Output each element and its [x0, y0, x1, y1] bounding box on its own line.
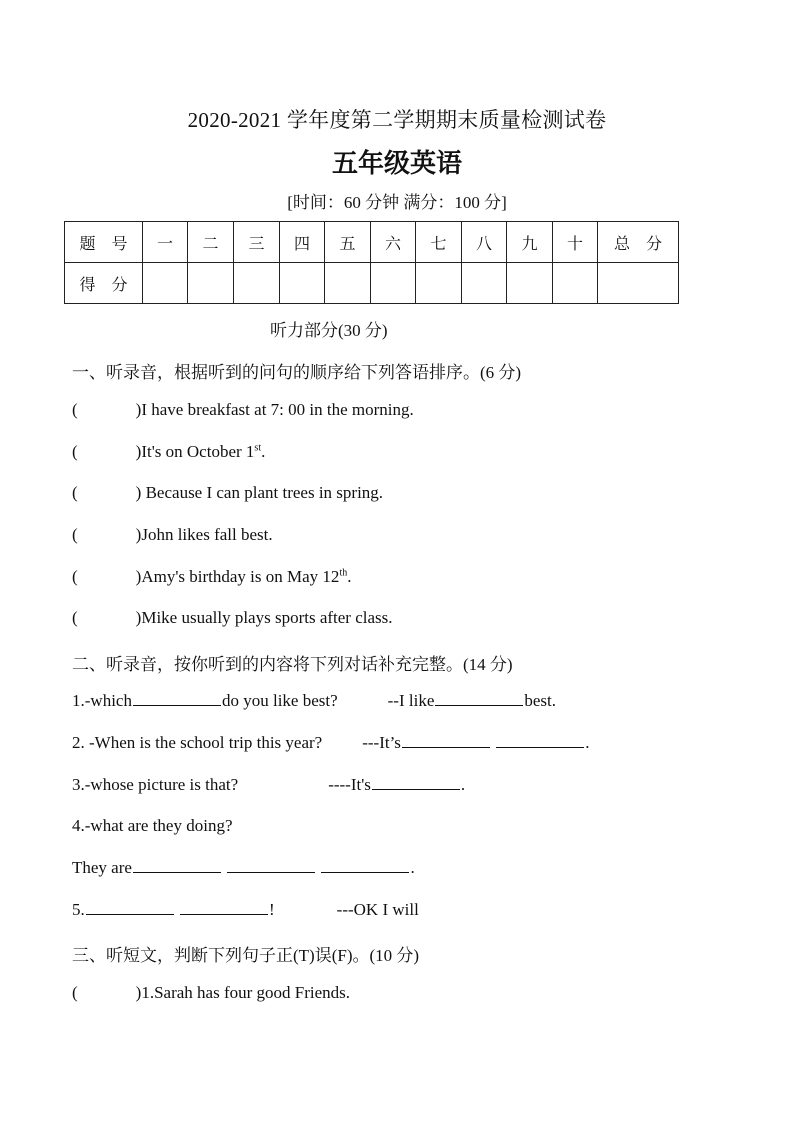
answer-blank[interactable]: [227, 858, 315, 873]
question-4: 4.-what are they doing?: [72, 816, 233, 835]
question-2: 2. -When is the school trip this year? ---It’s .: [72, 733, 590, 752]
answer-blank[interactable]: [180, 900, 268, 915]
list-item[interactable]: ( )Amy's birthday is on May 12th.: [72, 567, 352, 586]
answer-blank[interactable]: [496, 733, 584, 748]
score-cell[interactable]: [143, 263, 188, 304]
answer-blank[interactable]: [133, 691, 221, 706]
list-item[interactable]: ( ) Because I can plant trees in spring.: [72, 483, 384, 502]
answer-blank[interactable]: [435, 691, 523, 706]
score-header-cell: 九: [507, 222, 553, 263]
score-cell[interactable]: [462, 263, 507, 304]
score-cell[interactable]: [234, 263, 280, 304]
score-header-row: [65, 222, 679, 263]
score-cell[interactable]: [325, 263, 371, 304]
score-row-label: 得 分: [65, 263, 143, 304]
score-cell[interactable]: [553, 263, 598, 304]
score-cell[interactable]: [371, 263, 416, 304]
score-header-cell: 六: [371, 222, 416, 263]
score-cell[interactable]: [280, 263, 325, 304]
list-item[interactable]: ( )I have breakfast at 7: 00 in the morning.: [72, 400, 414, 419]
question-1: 1.-which do you like best? --I like best.: [72, 691, 557, 710]
score-header-cell: 四: [280, 222, 325, 263]
score-cell[interactable]: [188, 263, 234, 304]
part1-heading: 一、听录音，根据听到的问句的顺序给下列答语排序。(6 分): [72, 363, 522, 382]
question-5: 5. ! ---OK I will: [72, 900, 419, 919]
answer-blank[interactable]: [402, 733, 490, 748]
list-item[interactable]: ( )It's on October 1st.: [72, 442, 266, 461]
score-cell[interactable]: [416, 263, 462, 304]
score-header-cell: 十: [553, 222, 598, 263]
exam-title: 2020-2021 学年度第二学期期末质量检测试卷: [187, 108, 607, 132]
score-header-cell: 七: [416, 222, 462, 263]
score-table: [64, 221, 679, 304]
question-4-answer: They are .: [72, 858, 415, 877]
score-header-cell: 一: [143, 222, 188, 263]
answer-blank[interactable]: [372, 775, 460, 790]
part2-heading: 二、听录音，按你听到的内容将下列对话补充完整。(14 分): [72, 655, 513, 674]
answer-blank[interactable]: [86, 900, 174, 915]
listening-section-heading: 听力部分(30 分): [270, 321, 388, 340]
exam-meta: [时间：60 分钟 满分：100 分]: [287, 193, 507, 212]
answer-blank[interactable]: [321, 858, 409, 873]
exam-subject: 五年级英语: [331, 149, 462, 179]
part3-heading: 三、听短文，判断下列句子正(T)误(F)。(10 分): [72, 946, 420, 965]
score-header-cell: 总 分: [598, 222, 679, 263]
score-header-cell: 二: [188, 222, 234, 263]
score-header-cell: 五: [325, 222, 371, 263]
question-3: 3.-whose picture is that? ----It's .: [72, 775, 466, 794]
score-header-cell: 三: [234, 222, 280, 263]
score-value-row: [65, 263, 679, 304]
score-header-cell: 八: [462, 222, 507, 263]
list-item[interactable]: ( )1.Sarah has four good Friends.: [72, 983, 351, 1002]
score-header-cell: 题 号: [65, 222, 143, 263]
list-item[interactable]: ( )John likes fall best.: [72, 525, 273, 544]
answer-blank[interactable]: [133, 858, 221, 873]
score-cell[interactable]: [507, 263, 553, 304]
score-cell[interactable]: [598, 263, 679, 304]
list-item[interactable]: ( )Mike usually plays sports after class.: [72, 608, 393, 627]
